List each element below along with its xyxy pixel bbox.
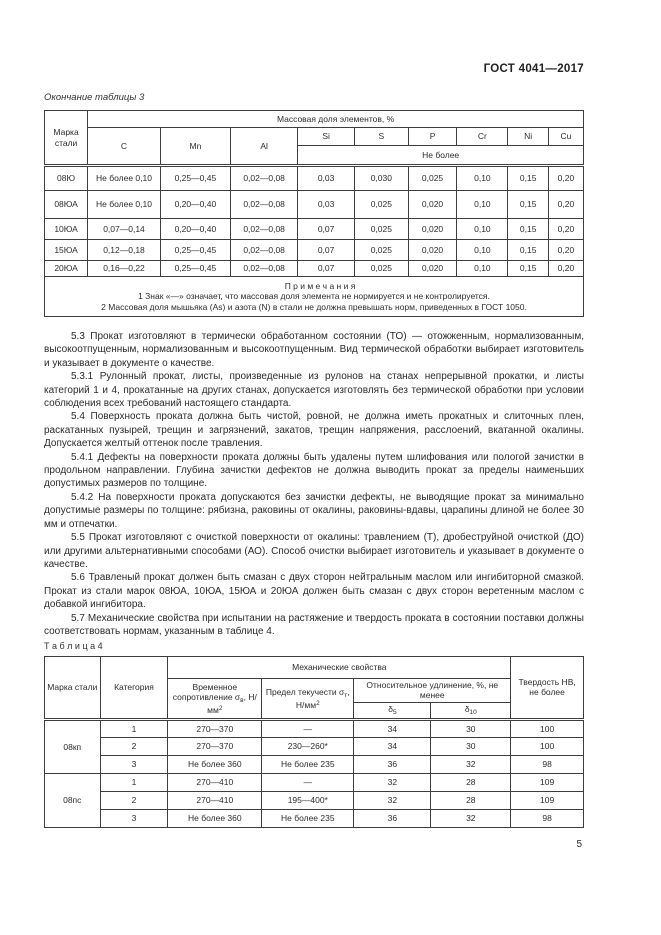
cell-mn: 0,25—0,45 — [160, 240, 230, 261]
delta5-symbol: δ — [388, 703, 393, 714]
cell-hardness: 98 — [511, 809, 584, 827]
notes-cell — [45, 277, 584, 317]
delta10-sub: 10 — [469, 708, 477, 716]
table-row — [45, 240, 584, 261]
cell-si: 0,07 — [298, 261, 355, 277]
paragraph-5-6: 5.6 Травленый прокат должен быть смазан с двух сторон нейтральным маслом или ингибиторной смазкой. Прокат из стали марок 08ЮА, 10ЮА, 15ЮА и 20ЮА должен быть смазан с двух сторон веретенным маслом с добавкой ингибитора. — [44, 572, 584, 611]
cell-marka: 10ЮА — [45, 219, 88, 240]
cell-delta10: 28 — [431, 773, 511, 791]
cell-category: 3 — [100, 809, 168, 827]
document-title: ГОСТ 4041—2017 — [483, 63, 584, 75]
t3-header-c: C — [88, 128, 161, 166]
cell-al: 0,02—0,08 — [230, 191, 297, 219]
cell-cu: 0,20 — [548, 240, 583, 261]
notes-title: П р и м е ч а н и я — [284, 280, 356, 291]
t3-header-ne-bolee: Не более — [298, 146, 584, 166]
paragraph-5-3-1: 5.3.1 Рулонный прокат, листы, произведенные из рулонов на станах непрерывной прокатки, и листы категорий 1 и 4, прокатанные на других станах, допускается изготовлять без термической обработки при условии соблюдения всех требований настоящего стандарта. — [44, 371, 584, 410]
t4-header-yield-strength — [262, 679, 354, 720]
cell-tensile: 270—370 — [168, 737, 262, 755]
table-row — [45, 755, 584, 773]
sigma-t-units: , Н/мм — [295, 686, 350, 710]
cell-cr: 0,10 — [457, 219, 508, 240]
delta10-symbol: δ — [464, 703, 470, 714]
cell-ni: 0,15 — [508, 191, 548, 219]
cell-si: 0,07 — [298, 219, 355, 240]
sigma-t-sub: т — [344, 691, 348, 699]
t3-header-si: Si — [298, 128, 355, 146]
cell-si: 0,03 — [298, 166, 355, 191]
t3-header-p: P — [408, 128, 457, 146]
t4-header-mech: Механические свойства — [168, 657, 511, 679]
cell-s: 0,025 — [354, 191, 408, 219]
cell-ni: 0,15 — [508, 261, 548, 277]
cell-hardness: 100 — [511, 719, 584, 737]
cell-tensile: Не более 360 — [168, 809, 262, 827]
t4-header-delta10 — [431, 702, 511, 719]
t4-header-hardness: Твердость НВ, не более — [511, 657, 584, 720]
cell-marka: 15ЮА — [45, 240, 88, 261]
table-row — [45, 809, 584, 827]
cell-delta10: 30 — [431, 719, 511, 737]
cell-cu: 0,20 — [548, 166, 583, 191]
cell-s: 0,030 — [354, 166, 408, 191]
cell-si: 0,07 — [298, 240, 355, 261]
cell-s: 0,025 — [354, 261, 408, 277]
t4-header-category: Категория — [100, 657, 168, 720]
cell-p: 0,025 — [408, 166, 457, 191]
cell-al: 0,02—0,08 — [230, 240, 297, 261]
table-row — [45, 191, 584, 219]
paragraph-5-4-2: 5.4.2 На поверхности проката допускаются без зачистки дефекты, не выводящие прокат за минимально допустимые размеры по толщине: рябизна, раковины от окалины, раковины-вдавы, царапины длиной не более 30 мм и отпечатки. — [44, 491, 584, 530]
cell-c: 0,07—0,14 — [88, 219, 161, 240]
table-row — [45, 261, 584, 277]
table-row — [45, 219, 584, 240]
cell-delta10: 28 — [431, 791, 511, 809]
cell-ni: 0,15 — [508, 166, 548, 191]
cell-marka: 08ЮА — [45, 191, 88, 219]
cell-cu: 0,20 — [548, 219, 583, 240]
cell-yield: 195—400* — [262, 791, 354, 809]
t4-header-tensile-strength — [168, 679, 262, 720]
cell-cr: 0,10 — [457, 166, 508, 191]
cell-marka: 20ЮА — [45, 261, 88, 277]
table-row — [45, 166, 584, 191]
table-notes-row — [45, 277, 584, 317]
paragraph-5-5: 5.5 Прокат изготовляют с очисткой поверхности от окалины: травлением (Т), дробеструйной очисткой (ДО) или другими альтернативными способами (АО). Способ очистки выбирает изготовитель и указывает в документе о качестве. — [44, 532, 584, 570]
t3-header-s: S — [354, 128, 408, 146]
table3-chemical-composition — [44, 110, 584, 317]
cell-delta5: 36 — [354, 809, 431, 827]
cell-cr: 0,10 — [457, 191, 508, 219]
cell-s: 0,025 — [354, 240, 408, 261]
cell-mn: 0,25—0,45 — [160, 261, 230, 277]
t3-header-mass-fraction: Массовая доля элементов, % — [88, 111, 584, 128]
t4-header-elongation: Относительное удлинение, %, не менее — [354, 679, 511, 703]
cell-cu: 0,20 — [548, 261, 583, 277]
cell-category: 1 — [100, 719, 168, 737]
cell-ni: 0,15 — [508, 240, 548, 261]
cell-c: Не более 0,10 — [88, 191, 161, 219]
cell-yield: — — [262, 773, 354, 791]
paragraph-5-7: 5.7 Механические свойства при испытании на растяжение и твердость проката в состоянии поставки должны соответствовать нормам, указанным в таблице 4. — [44, 612, 584, 637]
t3-header-marka: Марка стали — [45, 111, 88, 166]
cell-si: 0,03 — [298, 191, 355, 219]
sigma-t-sup: 2 — [316, 699, 320, 707]
cell-s: 0,025 — [354, 219, 408, 240]
cell-al: 0,02—0,08 — [230, 219, 297, 240]
cell-yield: 230—260* — [262, 737, 354, 755]
note-item: 2 Массовая доля мышьяка (As) и азота (N) в стали не должна превышать норм, приведенных в ГОСТ 1050. — [101, 301, 527, 312]
cell-marka-group: 08кп — [45, 719, 101, 773]
cell-hardness: 109 — [511, 773, 584, 791]
cell-p: 0,020 — [408, 261, 457, 277]
cell-hardness: 100 — [511, 737, 584, 755]
cell-c: 0,16—0,22 — [88, 261, 161, 277]
sigma-v-label: Временное сопротивление σ — [172, 681, 241, 702]
cell-p: 0,020 — [408, 219, 457, 240]
cell-tensile: Не более 360 — [168, 755, 262, 773]
cell-category: 2 — [100, 737, 168, 755]
cell-al: 0,02—0,08 — [230, 166, 297, 191]
cell-p: 0,020 — [408, 191, 457, 219]
cell-al: 0,02—0,08 — [230, 261, 297, 277]
table4-caption: Т а б л и ц а 4 — [44, 641, 103, 651]
sigma-v-sup: 2 — [218, 704, 223, 712]
cell-category: 1 — [100, 773, 168, 791]
cell-delta10: 32 — [431, 755, 511, 773]
cell-mn: 0,25—0,45 — [160, 166, 230, 191]
cell-cu: 0,20 — [548, 191, 583, 219]
cell-hardness: 109 — [511, 791, 584, 809]
table4-mechanical-properties — [44, 656, 584, 828]
page-number: 5 — [576, 839, 582, 850]
cell-p: 0,020 — [408, 240, 457, 261]
body-text — [44, 330, 584, 638]
t4-header-delta5 — [354, 702, 431, 719]
delta5-sub: 5 — [392, 708, 397, 716]
cell-delta10: 30 — [431, 737, 511, 755]
cell-cr: 0,10 — [457, 240, 508, 261]
paragraph-5-4-1: 5.4.1 Дефекты на поверхности проката должны быть удалены путем шлифования или пологой зачистки в продольном направлении. Глубина зачистки дефектов не должна выводить прокат за пределы наименьших допустимых размеров по толщине. — [44, 451, 584, 490]
cell-category: 3 — [100, 755, 168, 773]
cell-c: Не более 0,10 — [88, 166, 161, 191]
t3-header-cu: Cu — [548, 128, 583, 146]
cell-ni: 0,15 — [508, 219, 548, 240]
table-row — [45, 791, 584, 809]
cell-mn: 0,20—0,40 — [160, 191, 230, 219]
table-row — [45, 737, 584, 755]
t3-header-cr: Cr — [457, 128, 508, 146]
cell-yield: — — [262, 719, 354, 737]
cell-yield: Не более 235 — [262, 809, 354, 827]
cell-tensile: 270—410 — [168, 791, 262, 809]
sigma-t-label: Предел текучести σ — [265, 686, 345, 697]
page-content — [44, 0, 584, 935]
t3-header-ni: Ni — [508, 128, 548, 146]
cell-marka: 08Ю — [45, 166, 88, 191]
t3-header-al: Al — [230, 128, 297, 166]
cell-delta10: 32 — [431, 809, 511, 827]
paragraph-5-3: 5.3 Прокат изготовляют в термически обработанном состоянии (ТО) — отожженным, нормализованным, высокоотпущенным, нормализованным и высокоотпущенным. Вид термической обработки выбирает изготовитель и указывает в документе о качестве. — [44, 331, 584, 369]
cell-marka-group: 08пс — [45, 773, 101, 827]
cell-mn: 0,20—0,40 — [160, 219, 230, 240]
cell-delta5: 32 — [354, 773, 431, 791]
cell-delta5: 34 — [354, 737, 431, 755]
cell-yield: Не более 235 — [262, 755, 354, 773]
table-row — [45, 773, 584, 791]
cell-tensile: 270—370 — [168, 719, 262, 737]
t4-header-marka: Марка стали — [45, 657, 101, 720]
note-item: 1 Знак «—» означает, что массовая доля элемента не нормируется и не контролируется. — [138, 291, 490, 302]
table3-caption: Окончание таблицы 3 — [44, 92, 145, 103]
cell-hardness: 98 — [511, 755, 584, 773]
cell-cr: 0,10 — [457, 261, 508, 277]
table-row — [45, 719, 584, 737]
cell-c: 0,12—0,18 — [88, 240, 161, 261]
cell-category: 2 — [100, 791, 168, 809]
cell-delta5: 36 — [354, 755, 431, 773]
sigma-v-units: , Н/мм — [207, 691, 257, 715]
cell-tensile: 270—410 — [168, 773, 262, 791]
paragraph-5-4: 5.4 Поверхность проката должна быть чистой, ровной, не должна иметь прокатных и слиточных плен, раскатанных пузырей, трещин и загрязнений, закатов, трещин напряжения, расслоений, вкатанной окалины. Допускается желтый оттенок после травления. — [44, 411, 584, 450]
cell-delta5: 32 — [354, 791, 431, 809]
t3-header-mn: Mn — [160, 128, 230, 166]
cell-delta5: 34 — [354, 719, 431, 737]
sigma-v-sub: в — [240, 696, 244, 704]
